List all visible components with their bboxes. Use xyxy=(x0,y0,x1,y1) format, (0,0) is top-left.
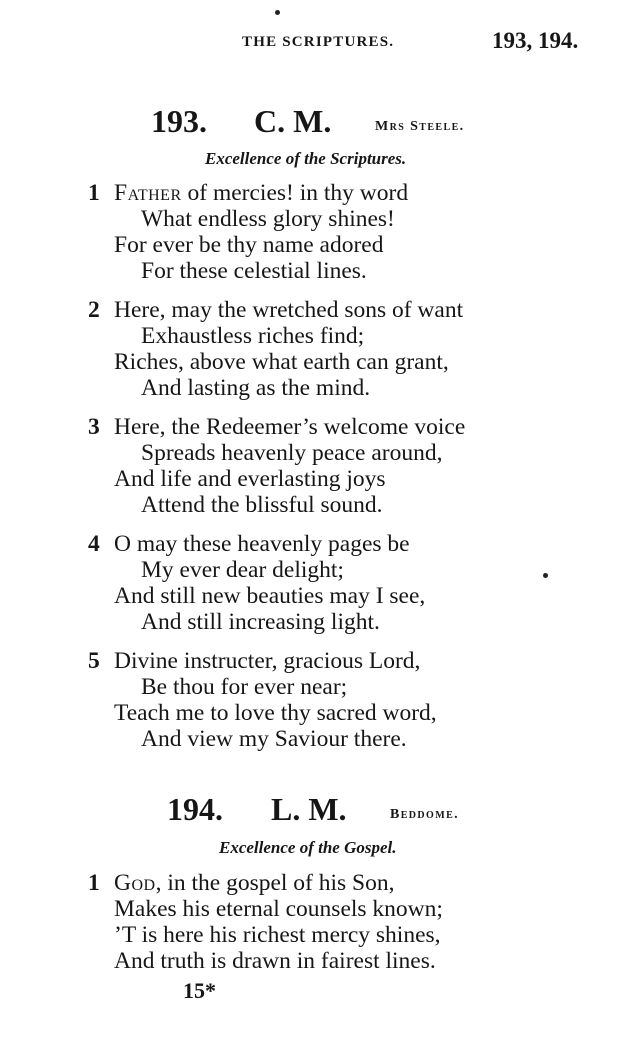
ink-speck xyxy=(543,573,548,578)
verse-line: Makes his eternal counsels known; xyxy=(114,896,443,922)
verse-number: 5 xyxy=(88,648,100,674)
verse-line: Here, may the wretched sons of want xyxy=(114,297,464,323)
verse-line: And still new beauties may I see, xyxy=(114,583,426,609)
hymn-meter: L. M. xyxy=(271,791,347,827)
verse-number: 1 xyxy=(88,180,100,206)
verse-line: For ever be thy name adored xyxy=(114,232,384,258)
verse-line: O may these heavenly pages be xyxy=(114,531,410,557)
verse-line: Teach me to love thy sacred word, xyxy=(114,700,437,726)
verse-line: God, in the gospel of his Son, xyxy=(114,870,395,896)
verse-line: ’T is here his richest mercy shines, xyxy=(114,922,441,948)
verse-line: My ever dear delight; xyxy=(141,557,344,583)
hymn-subtitle: Excellence of the Scriptures. xyxy=(205,149,407,168)
hymn-author: Beddome. xyxy=(390,807,460,822)
hymn-author: Mrs Steele. xyxy=(375,119,465,134)
verse-line: And life and everlasting joys xyxy=(114,466,386,492)
verse-line: Divine instructer, gracious Lord, xyxy=(114,648,421,674)
verse-line: Attend the blissful sound. xyxy=(141,492,383,518)
hymn-number: 194. xyxy=(167,791,223,827)
verse-line: Riches, above what earth can grant, xyxy=(114,349,449,375)
verse-line: And lasting as the mind. xyxy=(141,375,371,401)
verse-line: Be thou for ever near; xyxy=(141,674,348,700)
verse-number: 3 xyxy=(88,414,100,440)
verse-line: And view my Saviour there. xyxy=(141,726,407,752)
verse-line: For these celestial lines. xyxy=(141,258,367,284)
hymn-number: 193. xyxy=(151,103,207,139)
verse-line: Exhaustless riches find; xyxy=(141,323,365,349)
ink-speck xyxy=(275,10,280,15)
verse-line: Father of mercies! in thy word xyxy=(114,180,409,206)
verse-number: 2 xyxy=(88,297,100,323)
drop-word: Father xyxy=(114,180,182,206)
verse-line: Spreads heavenly peace around, xyxy=(141,440,443,466)
hymn-meter: C. M. xyxy=(254,103,332,139)
hymn-subtitle: Excellence of the Gospel. xyxy=(219,838,397,857)
drop-word: God xyxy=(114,870,156,896)
verse-line: What endless glory shines! xyxy=(141,206,395,232)
verse-number: 4 xyxy=(88,531,100,557)
verse-line: And truth is drawn in fairest lines. xyxy=(114,948,436,974)
verse-line: Here, the Redeemer’s welcome voice xyxy=(114,414,466,440)
running-head-page-numbers: 193, 194. xyxy=(492,28,579,53)
verse-line: And still increasing light. xyxy=(141,609,380,635)
signature-mark: 15* xyxy=(183,978,216,1003)
running-head-title: THE SCRIPTURES. xyxy=(242,34,395,50)
verse-number: 1 xyxy=(88,870,100,896)
